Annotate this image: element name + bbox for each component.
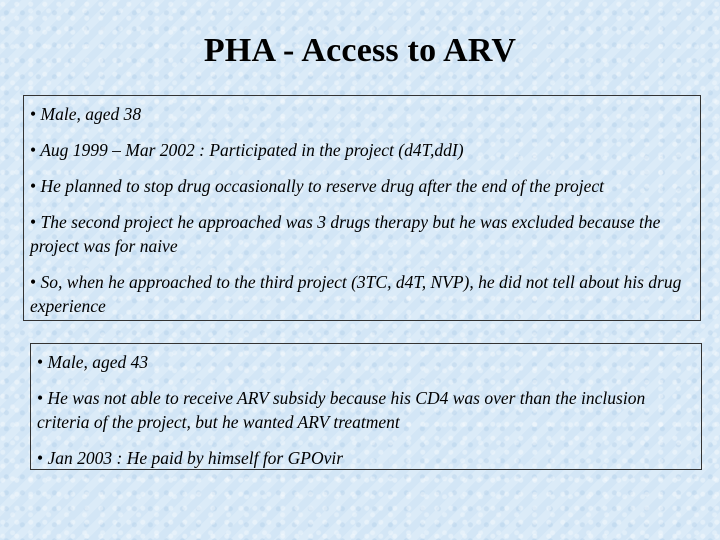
list-item-text: So, when he approached to the third project (3TC, d4T, NVP), he did not tell about his drug experience — [30, 272, 682, 316]
slide-title: PHA - Access to ARV — [203, 32, 517, 69]
case-box-1 — [23, 95, 701, 321]
bullet-icon: • — [37, 352, 44, 372]
list-item — [30, 102, 694, 126]
list-item-text: He planned to stop drug occasionally to reserve drug after the end of the project — [40, 176, 604, 196]
bullet-icon: • — [30, 140, 37, 160]
case-box-2 — [30, 343, 702, 470]
list-item-text: Male, aged 38 — [40, 104, 142, 124]
bullet-icon: • — [30, 212, 37, 232]
list-item — [30, 210, 694, 258]
list-item-text: Aug 1999 – Mar 2002 : Participated in the project (d4T,ddI) — [40, 140, 464, 160]
list-item — [30, 270, 694, 318]
list-item-text: Male, aged 43 — [47, 352, 149, 372]
list-item-text: He was not able to receive ARV subsidy because his CD4 was over than the inclusion criteria of the project, but he wanted ARV treatment — [37, 388, 646, 432]
list-item-text: The second project he approached was 3 drugs therapy but he was excluded because the project was for naive — [30, 212, 661, 256]
list-item — [37, 386, 695, 434]
bullet-icon: • — [30, 104, 37, 124]
list-item — [30, 138, 694, 162]
bullet-icon: • — [30, 176, 37, 196]
bullet-icon: • — [37, 388, 44, 408]
list-item-text: Jan 2003 : He paid by himself for GPOvir — [47, 448, 344, 468]
list-item — [37, 446, 695, 470]
list-item — [37, 350, 695, 374]
bullet-icon: • — [37, 448, 44, 468]
bullet-icon: • — [30, 272, 37, 292]
list-item — [30, 174, 694, 198]
